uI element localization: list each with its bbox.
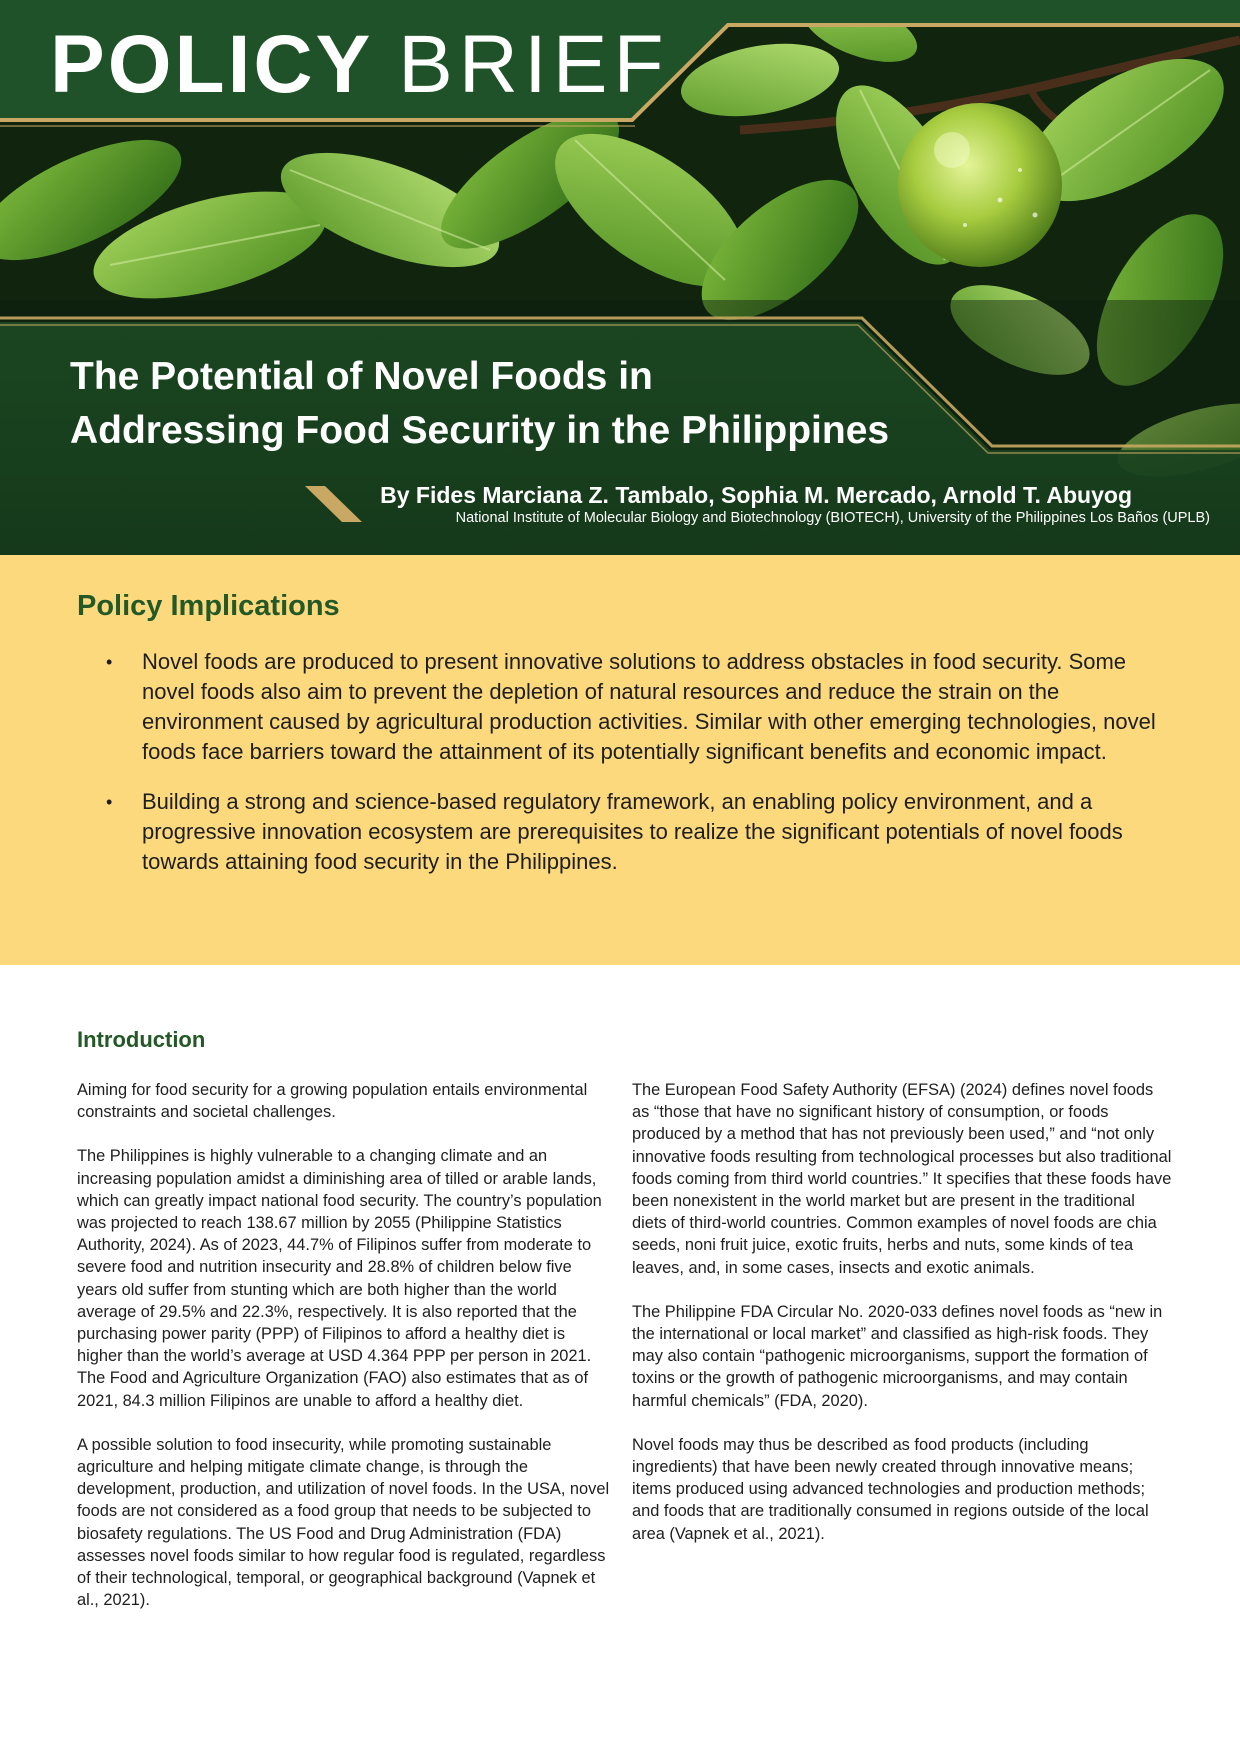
introduction-heading: Introduction <box>77 1027 206 1052</box>
implication-text: Novel foods are produced to present innovative solutions to address obstacles in food security. Some novel foods also aim to prevent the depletion of natural resources and reduce the strain on the environment caused by agricultural production activities. Similar with other emerging technologies, novel foods face barriers toward the attainment of its potentially significant benefits and economic impact. <box>142 649 1156 764</box>
title-line-1: The Potential of Novel Foods in <box>70 355 653 398</box>
implications-list <box>77 647 1167 897</box>
title-line-2: Addressing Food Security in the Philippines <box>70 409 890 452</box>
list-item <box>77 787 1167 877</box>
paragraph: The Philippines is highly vulnerable to a changing climate and an increasing population amidst a diminishing area of tilled or arable lands, which can greatly impact national food security. The country’s population was projected to reach 138.67 million by 2055 (Philippine Statistics Authority, 2024). As of 2023, 44.7% of Filipinos suffer from moderate to severe food and nutrition insecurity and 28.8% of children below five years old suffer from stunting which are both higher than the world average of 29.5% and 22.3%, respectively. It is also reported that the purchasing power parity (PPP) of Filipinos to afford a healthy diet is higher than the world’s average at USD 4.364 PPP per person in 2021. The Food and Agriculture Organization (FAO) also estimates that as of 2021, 84.3 million Filipinos are unable to afford a healthy diet. <box>77 1147 602 1410</box>
affiliation-line: National Institute of Molecular Biology and Biotechnology (BIOTECH), University of the Philippines Los Baños (UPLB) <box>455 510 1210 526</box>
paragraph: Aiming for food security for a growing population entails environmental constraints and societal challenges. <box>77 1081 588 1122</box>
list-item <box>77 647 1167 767</box>
bullet-icon: • <box>106 652 113 672</box>
implication-text: Building a strong and science-based regulatory framework, an enabling policy environment, and a progressive innovation ecosystem are prerequisites to realize the significant potentials of novel foods towards attaining food security in the Philippines. <box>142 789 1123 874</box>
hero-banner <box>0 0 1240 555</box>
paragraph: Novel foods may thus be described as food products (including ingredients) that have been newly created through innovative means; items produced using advanced technologies and production methods; and foods that are traditionally consumed in regions outside of the local area (Vapnek et al., 2021). <box>632 1435 1149 1543</box>
right-column <box>632 1079 1172 1567</box>
left-column <box>77 1079 612 1633</box>
implications-heading: Policy Implications <box>77 590 340 622</box>
paragraph: A possible solution to food insecurity, while promoting sustainable agriculture and helping mitigate climate change, is through the development, production, and utilization of novel foods. In the USA, novel foods are not considered as a food group that needs to be subjected to biosafety regulations. The US Food and Drug Administration (FDA) assesses novel foods similar to how regular food is regulated, regardless of their technological, temporal, or geographical background (Vapnek et al., 2021). <box>77 1435 610 1610</box>
paragraph: The Philippine FDA Circular No. 2020-033 defines novel foods as “new in the international or local market” and classified as high-risk foods. They may also contain “pathogenic microorganisms, support the formation of toxins or the growth of pathogenic microorganisms, and may contain harmful chemicals” (FDA, 2020). <box>632 1302 1163 1410</box>
author-line: By Fides Marciana Z. Tambalo, Sophia M. Mercado, Arnold T. Abuyog <box>380 482 1132 508</box>
paragraph: The European Food Safety Authority (EFSA) (2024) defines novel foods as “those that have no significant history of consumption, or foods produced by a method that has not previously been used,” and “not only innovative foods resulting from technological processes but also traditional foods coming from third world countries.” It specifies that these foods have been nonexistent in the world market but are present in the traditional diets of third-world countries. Common examples of novel foods are chia seeds, noni fruit juice, exotic fruits, herbs and nuts, some kinds of tea leaves, and, in some cases, insects and exotic animals. <box>632 1081 1172 1277</box>
bullet-icon: • <box>106 792 113 812</box>
publication-type: POLICY BRIEF <box>50 19 670 110</box>
brief-title <box>70 350 970 458</box>
policy-implications-box <box>0 555 1240 965</box>
